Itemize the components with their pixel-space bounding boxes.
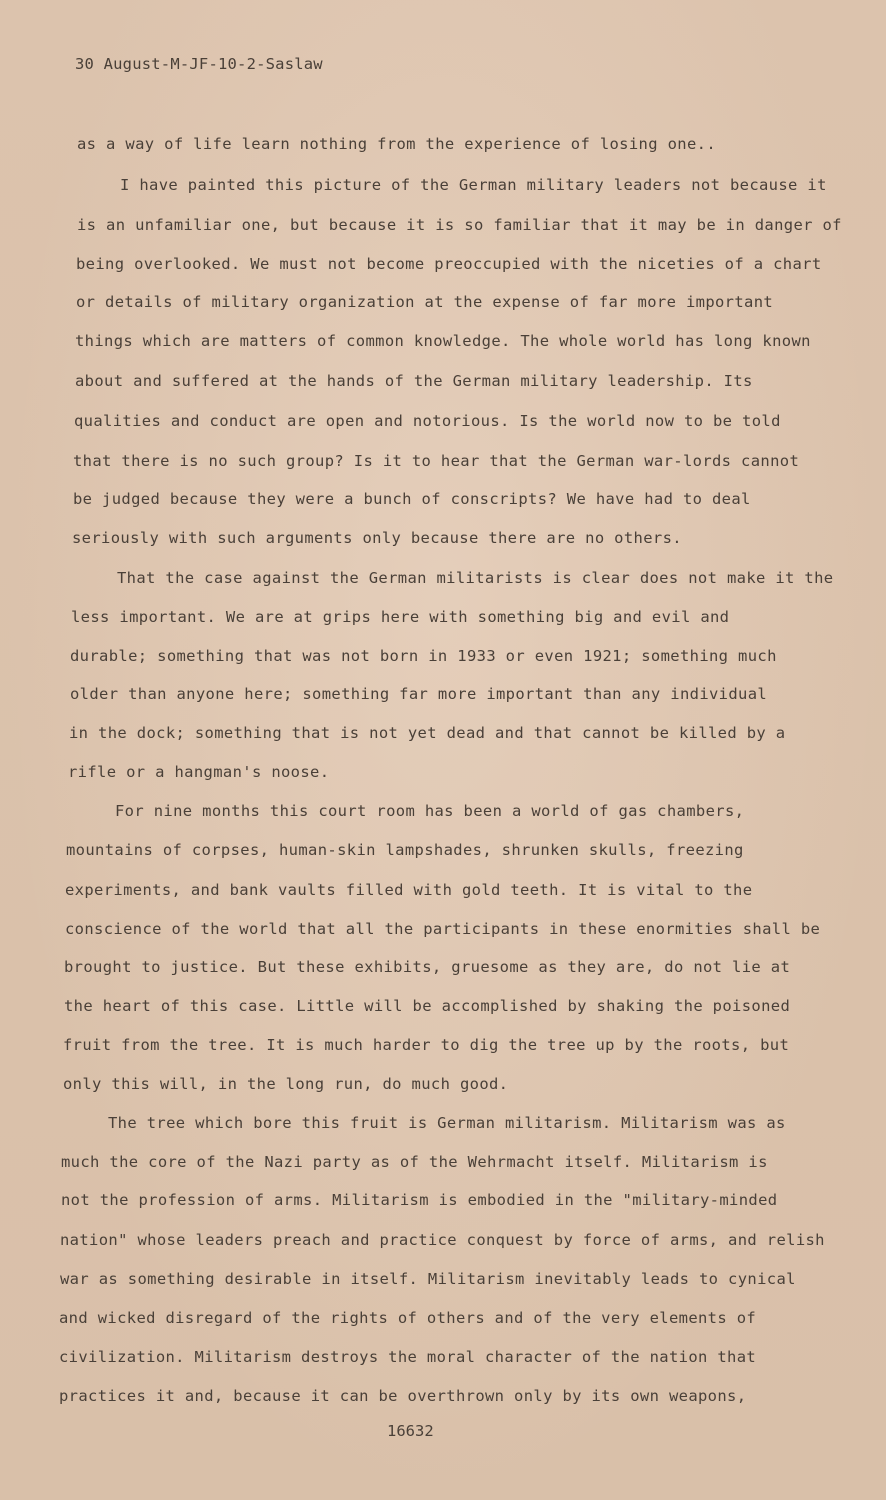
text-line: experiments, and bank vaults filled with gold teeth. It is vital to the [65, 881, 753, 899]
text-line: civilization. Militarism destroys the moral character of the nation that [59, 1348, 757, 1366]
text-line: seriously with such arguments only because there are no others. [72, 529, 682, 547]
text-line: I have painted this picture of the German military leaders not because it [120, 176, 827, 194]
text-line: older than anyone here; something far more important than any individual [70, 685, 768, 703]
text-line: rifle or a hangman's noose. [68, 763, 330, 781]
text-line: war as something desirable in itself. Militarism inevitably leads to cynical [60, 1270, 796, 1288]
text-line: brought to justice. But these exhibits, gruesome as they are, do not lie at [64, 958, 791, 976]
text-line: conscience of the world that all the participants in these enormities shall be [65, 920, 821, 938]
text-line: or details of military organization at the expense of far more important [76, 293, 774, 311]
text-line: fruit from the tree. It is much harder to dig the tree up by the roots, but [63, 1036, 790, 1054]
text-line: That the case against the German militarists is clear does not make it the [117, 569, 834, 587]
text-line: the heart of this case. Little will be accomplished by shaking the poisoned [64, 997, 791, 1015]
text-line: about and suffered at the hands of the German military leadership. Its [75, 372, 753, 390]
text-line: The tree which bore this fruit is German militarism. Militarism was as [108, 1114, 786, 1132]
text-line: mountains of corpses, human-skin lampshades, shrunken skulls, freezing [66, 841, 744, 859]
text-line: only this will, in the long run, do much good. [63, 1075, 509, 1093]
text-line: much the core of the Nazi party as of the Wehrmacht itself. Militarism is [61, 1153, 768, 1171]
text-line: less important. We are at grips here with something big and evil and [71, 608, 730, 626]
text-line: practices it and, because it can be overthrown only by its own weapons, [59, 1387, 747, 1405]
text-line: as a way of life learn nothing from the experience of losing one.. [77, 135, 716, 153]
page-number: 16632 [387, 1422, 434, 1440]
text-line: in the dock; something that is not yet dead and that cannot be killed by a [69, 724, 786, 742]
text-line: and wicked disregard of the rights of others and of the very elements of [59, 1309, 757, 1327]
text-line: things which are matters of common knowledge. The whole world has long known [75, 332, 811, 350]
page-header: 30 August-M-JF-10-2-Saslaw [75, 55, 323, 73]
text-line: being overlooked. We must not become preoccupied with the niceties of a chart [76, 255, 822, 273]
text-line: nation" whose leaders preach and practice conquest by force of arms, and relish [60, 1231, 825, 1249]
text-line: be judged because they were a bunch of conscripts? We have had to deal [73, 490, 751, 508]
text-line: durable; something that was not born in 1933 or even 1921; something much [70, 647, 777, 665]
text-line: not the profession of arms. Militarism is embodied in the "military-minded [61, 1191, 778, 1209]
text-line: qualities and conduct are open and notorious. Is the world now to be told [74, 412, 781, 430]
text-line: that there is no such group? Is it to hear that the German war-lords cannot [73, 452, 800, 470]
text-line: For nine months this court room has been a world of gas chambers, [115, 802, 745, 820]
text-line: is an unfamiliar one, but because it is so familiar that it may be in danger of [77, 216, 842, 234]
